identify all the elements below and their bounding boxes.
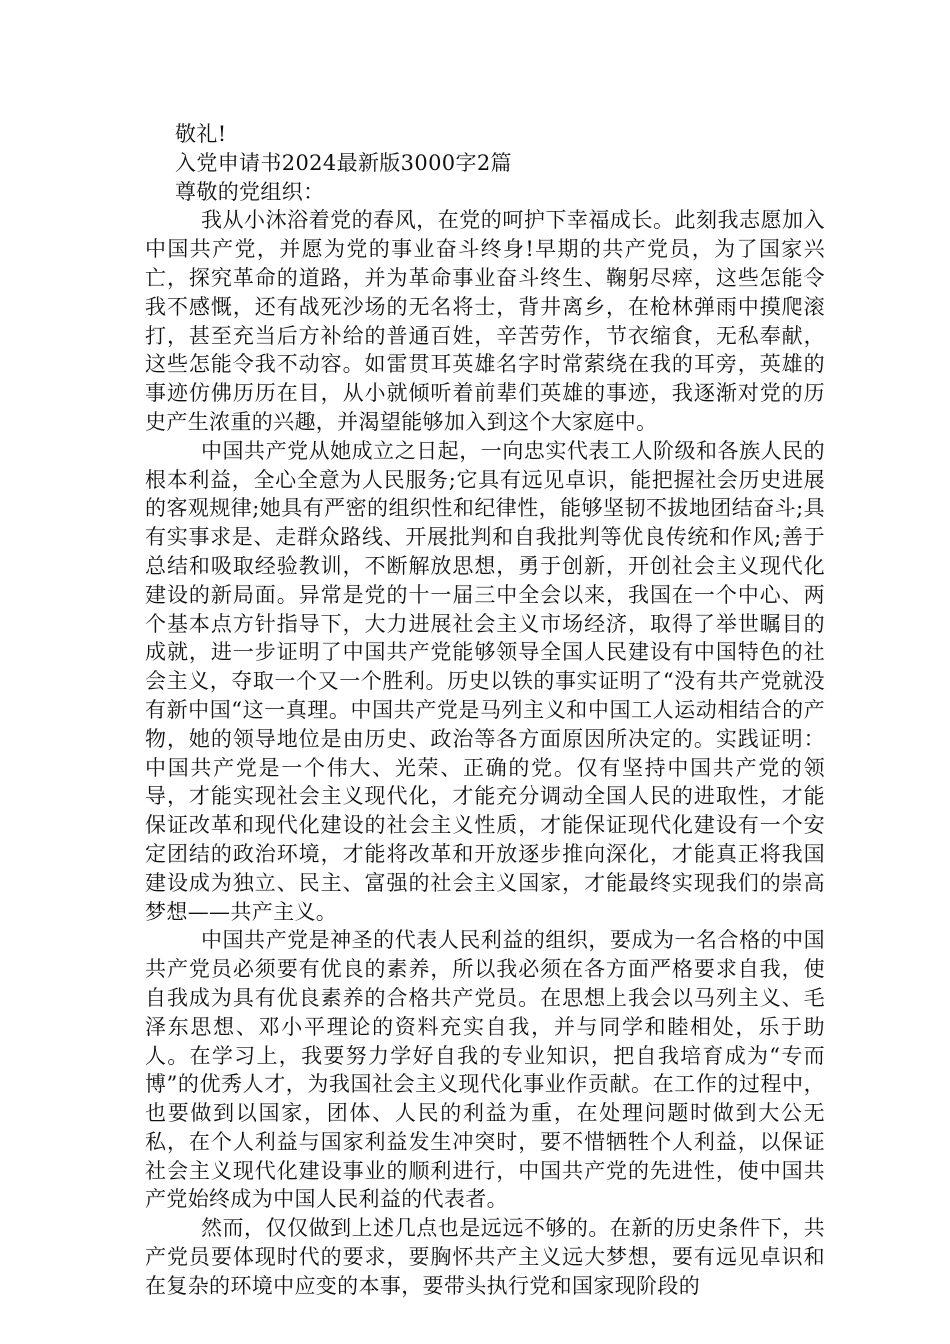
paragraph-1: 我从小沐浴着党的春风，在党的呵护下幸福成长。此刻我志愿加入中国共产党，并愿为党的事业奋斗终身!早期的共产党员，为了国家兴亡，探究革命的道路，并为革命事业奋斗终生、鞠躬尽瘁，这些怎能令我不感慨，还有战死沙场的无名将士，背井离乡，在枪林弹雨中摸爬滚打，甚至充当后方补给的普通百姓，辛苦劳作，节衣缩食，无私奉献，这些怎能令我不动容。如雷贯耳英雄名字时常萦绕在我的耳旁，英雄的事迹仿佛历历在目，从小就倾听着前辈们英雄的事迹，我逐渐对党的历史产生浓重的兴趣，并渴望能够加入到这个大家庭中。 (145, 208, 825, 434)
document-title: 入党申请书2024最新版3000字2篇 (175, 150, 512, 175)
paragraph-4: 然而，仅仅做到上述几点也是远远不够的。在新的历史条件下，共产党员要体现时代的要求，要胸怀共产主义远大梦想，要有远见卓识和在复杂的环境中应变的本事，要带头执行党和国家现阶段的 (145, 1216, 825, 1298)
salutation: 尊敬的党组织： (175, 179, 325, 204)
document-body (145, 120, 825, 1301)
paragraph-2: 中国共产党从她成立之日起，一向忠实代表工人阶级和各族人民的根本利益，全心全意为人民服务;它具有远见卓识，能把握社会历史进展的客观规律;她具有严密的组织性和纪律性，能够坚韧不拔地团结奋斗;具有实事求是、走群众路线、开展批判和自我批判等优良传统和作风;善于总结和吸取经验教训，不断解放思想，勇于创新，开创社会主义现代化建设的新局面。异常是党的十一届三中全会以来，我国在一个中心、两个基本点方针指导下，大力进展社会主义市场经济，取得了举世瞩目的成就，进一步证明了中国共产党能够领导全国人民建设有中国特色的社会主义，夺取一个又一个胜利。历史以铁的事实证明了“没有共产党就没有新中国“这一真理。中国共产党是马列主义和中国工人运动相结合的产物，她的领导地位是由历史、政治等各方面原因所决定的。实践证明：中国共产党是一个伟大、光荣、正确的党。仅有坚持中国共产党的领导，才能实现社会主义现代化，才能充分调动全国人民的进取性，才能保证改革和现代化建设的社会主义性质，才能保证现代化建设有一个安定团结的政治环境，才能将改革和开放逐步推向深化，才能真正将我国建设成为独立、民主、富强的社会主义国家，才能最终实现我们的崇高梦想——共产主义。 (145, 438, 825, 924)
closing-line: 敬礼! (175, 122, 227, 146)
paragraph-3: 中国共产党是神圣的代表人民利益的组织，要成为一名合格的中国共产党员必须要有优良的素养，所以我必须在各方面严格要求自我，使自我成为具有优良素养的合格共产党员。在思想上我会以马列主义、毛泽东思想、邓小平理论的资料充实自我，并与同学和睦相处，乐于助人。在学习上，我要努力学好自我的专业知识，把自我培育成为“专而博”的优秀人才，为我国社会主义现代化事业作贡献。在工作的过程中，也要做到以国家，团体、人民的利益为重，在处理问题时做到大公无私，在个人利益与国家利益发生冲突时，要不惜牺牲个人利益，以保证社会主义现代化建设事业的顺利进行，中国共产党的先进性，使中国共产党始终成为中国人民利益的代表者。 (145, 928, 825, 1212)
